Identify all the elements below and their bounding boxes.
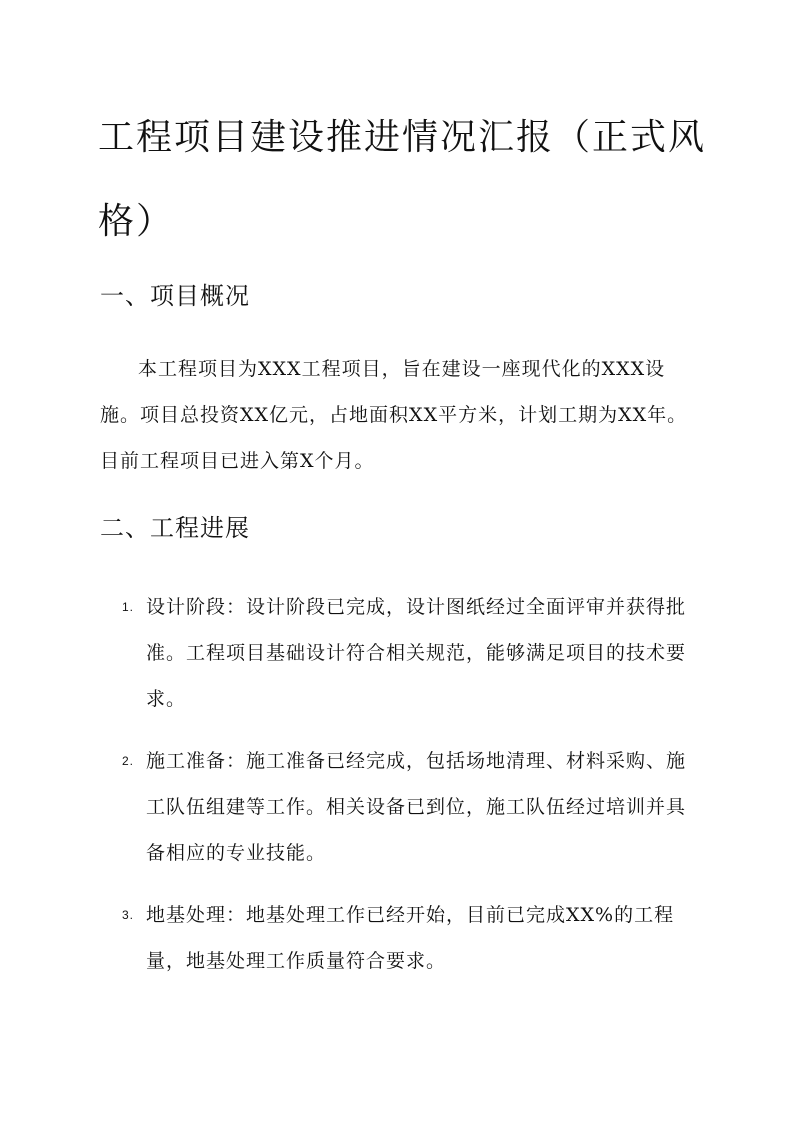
list-item	[100, 892, 700, 984]
progress-list-item-2	[100, 738, 700, 876]
section-heading-progress: 二、工程进展	[100, 514, 250, 542]
list-item-text: 施工准备：施工准备已经完成，包括场地清理、材料采购、施工队伍组建等工作。相关设备已到位，施工队伍经过培训并具备相应的专业技能。	[146, 750, 687, 864]
list-item-number: 3.	[122, 908, 135, 922]
progress-list-item-1	[100, 584, 700, 722]
document-title: 工程项目建设推进情况汇报（正式风格）	[98, 117, 707, 242]
list-item-text: 地基处理：地基处理工作已经开始，目前已完成XX%的工程量，地基处理工作质量符合要求。	[146, 904, 675, 972]
list-item-number: 1.	[122, 600, 135, 614]
list-item-number: 2.	[122, 754, 135, 768]
progress-list-item-3	[100, 892, 700, 984]
list-item-text: 设计阶段：设计阶段已完成，设计图纸经过全面评审并获得批准。工程项目基础设计符合相关规范，能够满足项目的技术要求。	[146, 596, 687, 710]
section-heading-overview: 一、项目概况	[100, 282, 250, 310]
overview-paragraph: 本工程项目为XXX工程项目，旨在建设一座现代化的XXX设施。项目总投资XX亿元，占地面积XX平方米，计划工期为XX年。目前工程项目已进入第X个月。	[100, 358, 688, 472]
list-item	[100, 584, 700, 722]
list-item	[100, 738, 700, 876]
